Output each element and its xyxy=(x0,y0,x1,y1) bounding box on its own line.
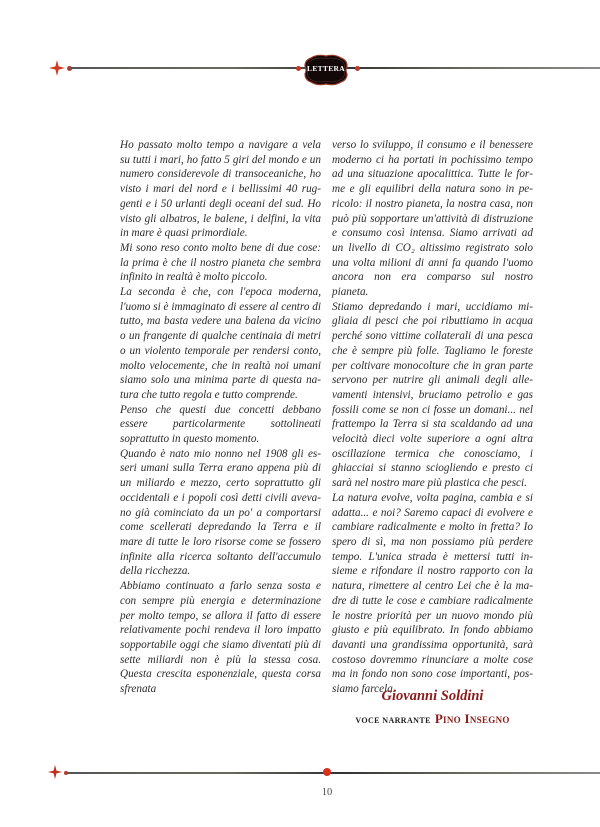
page-marker-dot xyxy=(323,768,331,776)
page-number: 10 xyxy=(321,787,333,798)
section-badge xyxy=(303,54,349,86)
paragraph: Ho passato molto tempo a navigare a vela su tutti i mari, ho fatto 5 giri del mondo e un numero considerevole di transoceaniche, ho visto i mari del nord e i bellissimi 40 ruggenti e i 50 urlanti degli oceani del sud. Ho visto gli albatros, le balene, i delfini, la vita in mare è quasi primordiale. xyxy=(120,139,321,240)
compass-star-icon xyxy=(47,764,63,780)
ornament-dot xyxy=(355,66,360,71)
paragraph: Penso che questi due concetti debbano essere particolarmente sottolineati soprattutto in questo momento. xyxy=(120,403,321,446)
narrator-name: Pino Insegno xyxy=(434,711,510,726)
footer-rule xyxy=(67,772,600,774)
author-name: Giovanni Soldini xyxy=(381,688,484,704)
narrator-credit xyxy=(332,710,533,728)
compass-star-icon xyxy=(48,59,66,77)
paragraph: Stiamo depredando i mari, uccidiamo migliaia di pesci che poi ributtiamo in acqua perché sono vittime collaterali di una pesca che è sempre più folle. Tagliamo le foreste per coltivare monocolture che in gran parte servono per nutrire gli animali degli allevamenti intensivi, bruciamo petrolio e gas fossili come se non ci fosse un domani... nel frattempo la Terra si sta scaldando ad una velocità dieci volte superiore a ogni altra oscillazione termica che conosciamo, i ghiacciai si stanno sciogliendo e presto ci sarà nel nostro mare più plastica che pesci. xyxy=(332,300,533,490)
paragraph: Abbiamo continuato a farlo senza sosta e con sempre più energia e determinazione per molto tempo, se allora il fatto di essere relativamente pochi rendeva il loro impatto sopportabile oggi che siamo diventati più di sette miliardi non è più la stessa cosa. Questa crescita esponenziale, questa corsa sfrenata xyxy=(120,580,321,696)
section-label: LETTERA xyxy=(307,64,345,73)
paragraph: La natura evolve, volta pagina, cambia e si adatta... e noi? Saremo capaci di evolvere e cambiare radicalmente e molto in fretta? Io spero di sì, ma non possiamo più perdere tempo. L'unica strada è mettersi tutti insieme e rifondare il nostro rapporto con la natura, rimettere al centro Lei che è la madre di tutte le cose e cambiare radicalmente le nostre priorità per un nuovo mondo più giusto e più equilibrato. In fondo abbiamo davanti una grandissima opportunità, sarà costoso dovremmo rinunciare a molte cose ma in fondo non sono cose importanti, possiamo farcela. xyxy=(332,491,533,696)
ornament-dot xyxy=(296,66,301,71)
paragraph: verso lo sviluppo, il consumo e il benessere moderno ci ha portati in pochissimo tempo ad una situazione apocalittica. Tutte le forme e gli equilibri della natura sono in pericolo: il nostro pianeta, la nostra casa, non può più sopportare un'attività di distruzione e consumo così intensa. Siamo arrivati ad un livello di CO₂ altissimo registrato solo una volta milioni di anni fa quando l'uomo ancora non era comparso sul nostro pianeta. xyxy=(332,139,533,299)
narrator-label: VOCE NARRANTE xyxy=(355,716,431,725)
paragraph: La seconda è che, con l'epoca moderna, l'uomo si è immaginato di essere al centro di tutto, ma basta vedere una balena da vicino o un frangente di qualche centinaia di metri o un violento temporale per rendersi conto, molto velocemente, che in realtà noi umani siamo solo una minima parte di questa natura che tutto regola e tutto comprende. xyxy=(120,286,321,401)
article-column-right xyxy=(332,138,533,697)
paragraph: Quando è nato mio nonno nel 1908 gli esseri umani sulla Terra erano appena più di un miliardo e mezzo, certo soprattutto gli occidentali e i popoli così detti civili avevano già cominciato da un po' a comportarsi come scellerati depredando la Terra e il mare di tutte le loro risorse come se fossero infinite alla ricerca soltanto dell'accumulo della ricchezza. xyxy=(120,447,321,578)
article-column-left xyxy=(120,138,321,697)
paragraph: Mi sono reso conto molto bene di due cose: la prima è che il nostro pianeta che sembra infinito in realtà è molto piccolo. xyxy=(120,241,321,284)
